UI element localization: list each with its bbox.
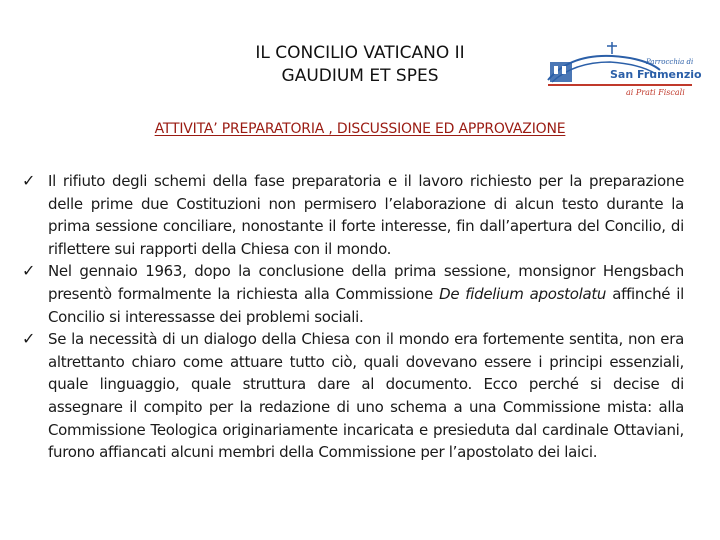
list-item <box>22 328 684 464</box>
title-line-2: GAUDIUM ET SPES <box>281 66 439 86</box>
parish-logo <box>540 40 702 98</box>
logo-text-3: ai Prati Fiscali <box>626 88 685 97</box>
church-logo-icon <box>540 40 702 98</box>
logo-text-2: San Frumenzio <box>610 68 702 81</box>
bullet-text: Se la necessità di un dialogo della Chiesa con il mondo era fortemente sentita, non era altrettanto chiaro come attuare tutto ciò, quali dovevano essere i principi essenziali, quale linguaggio, quale struttura dare al documento. Ecco perché si decise di assegnare il compito per la redazione di uno schema a una Commissione mista: alla Commissione Teologica originariamente incaricata e presieduta dal cardinale Ottaviani, furono affiancati alcuni membri della Commissione per l’apostolato dei laici. <box>48 330 684 462</box>
checkmark-icon: ✓ <box>22 329 36 349</box>
section-subtitle: ATTIVITA’ PREPARATORIA , DISCUSSIONE ED APPROVAZIONE <box>154 121 566 137</box>
checkmark-icon: ✓ <box>22 171 36 190</box>
title-line-1: IL CONCILIO VATICANO II <box>255 43 465 63</box>
list-item <box>22 260 684 328</box>
checkmark-icon: ✓ <box>22 261 36 281</box>
logo-text-1: Parrocchia di <box>646 58 694 66</box>
bullet-text-part: Nel gennaio 1963, dopo la conclusione della prima sessione, monsignor Hengsbach presentò formalmente la richiesta alla Commissione <box>48 262 684 303</box>
bullet-text-part: affinché il Concilio si interessasse dei problemi sociali. <box>48 284 685 326</box>
list-item <box>22 170 684 260</box>
bullet-list <box>22 170 684 464</box>
page-title <box>150 42 570 88</box>
bullet-text <box>48 260 684 328</box>
commission-name: De fidelium apostolatu <box>439 284 607 303</box>
bullet-text: Il rifiuto degli schemi della fase preparatoria e il lavoro richiesto per la preparazione delle prime due Costituzioni non permisero l’elaborazione di alcun testo durante la prima sessione conciliare, nonostante il forte interesse, fin dall’apertura del Concilio, di riflettere sui rapporti della Chiesa con il mondo. <box>48 172 684 258</box>
